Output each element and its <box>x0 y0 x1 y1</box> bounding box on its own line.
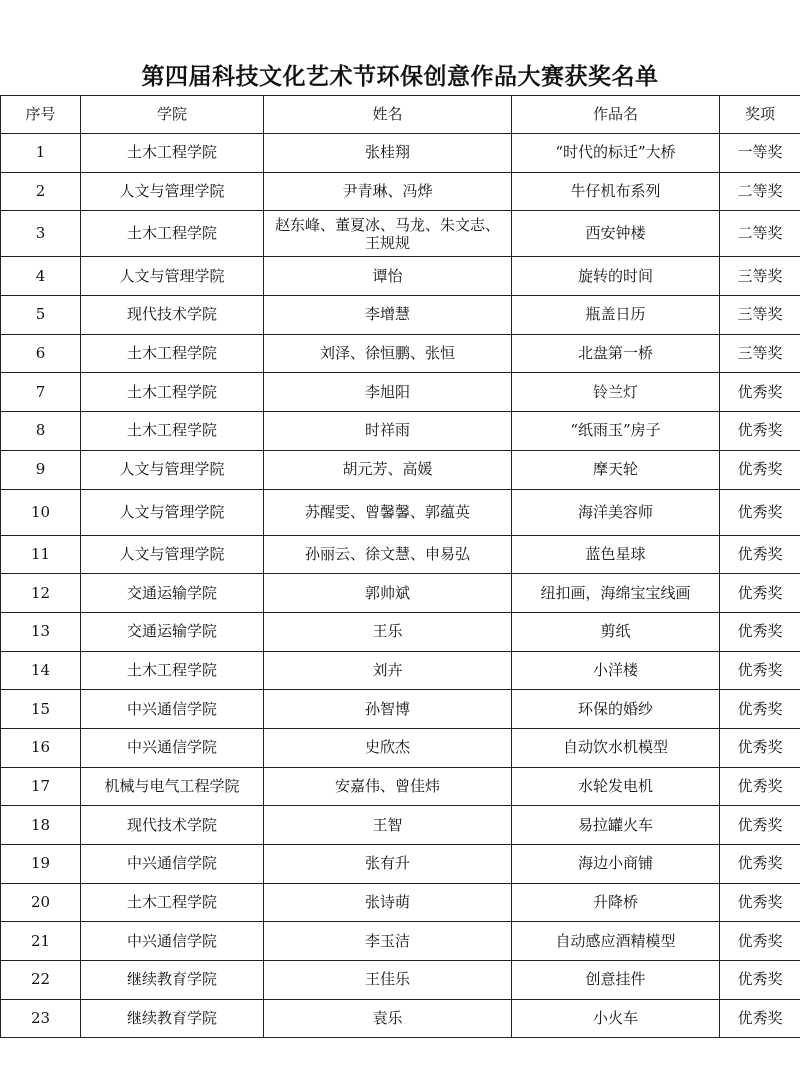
cell-no: 4 <box>1 257 81 296</box>
cell-no: 22 <box>1 961 81 1000</box>
cell-name: 李玉洁 <box>264 922 512 961</box>
cell-no: 3 <box>1 211 81 257</box>
cell-college: 继续教育学院 <box>81 999 264 1038</box>
cell-name: 刘泽、徐恒鹏、张恒 <box>264 334 512 373</box>
cell-work: 海边小商铺 <box>512 845 720 884</box>
cell-name: 安嘉伟、曾佳炜 <box>264 767 512 806</box>
table-row <box>1 172 800 211</box>
header-college: 学院 <box>81 96 264 134</box>
table-row <box>1 373 800 412</box>
cell-name: 张诗萌 <box>264 883 512 922</box>
cell-name: 赵东峰、董夏冰、马龙、朱文志、王规规 <box>264 211 512 257</box>
table-row <box>1 296 800 335</box>
cell-no: 11 <box>1 535 81 574</box>
cell-no: 8 <box>1 412 81 451</box>
table-row <box>1 728 800 767</box>
cell-college: 人文与管理学院 <box>81 489 264 535</box>
table-row <box>1 134 800 173</box>
cell-name: 胡元芳、高媛 <box>264 450 512 489</box>
cell-no: 20 <box>1 883 81 922</box>
table-row <box>1 806 800 845</box>
cell-no: 13 <box>1 612 81 651</box>
cell-work: 蓝色星球 <box>512 535 720 574</box>
cell-college: 机械与电气工程学院 <box>81 767 264 806</box>
table-row <box>1 211 800 257</box>
cell-college: 土木工程学院 <box>81 211 264 257</box>
cell-work: 小洋楼 <box>512 651 720 690</box>
header-no: 序号 <box>1 96 81 134</box>
cell-no: 2 <box>1 172 81 211</box>
cell-award: 优秀奖 <box>720 535 800 574</box>
cell-work: “时代的标迁”大桥 <box>512 134 720 173</box>
cell-award: 优秀奖 <box>720 883 800 922</box>
cell-name: 时祥雨 <box>264 412 512 451</box>
cell-work: “纸雨玉”房子 <box>512 412 720 451</box>
cell-award: 优秀奖 <box>720 574 800 613</box>
table-row <box>1 334 800 373</box>
cell-college: 人文与管理学院 <box>81 257 264 296</box>
cell-award: 优秀奖 <box>720 728 800 767</box>
cell-college: 中兴通信学院 <box>81 922 264 961</box>
header-work: 作品名 <box>512 96 720 134</box>
cell-award: 优秀奖 <box>720 612 800 651</box>
cell-no: 21 <box>1 922 81 961</box>
cell-college: 中兴通信学院 <box>81 728 264 767</box>
cell-work: 铃兰灯 <box>512 373 720 412</box>
cell-college: 交通运输学院 <box>81 574 264 613</box>
cell-work: 创意挂件 <box>512 961 720 1000</box>
cell-name: 王乐 <box>264 612 512 651</box>
cell-name: 张有升 <box>264 845 512 884</box>
cell-college: 土木工程学院 <box>81 373 264 412</box>
cell-no: 6 <box>1 334 81 373</box>
cell-no: 19 <box>1 845 81 884</box>
table-row <box>1 574 800 613</box>
table-row <box>1 845 800 884</box>
table-row <box>1 612 800 651</box>
page-title: 第四届科技文化艺术节环保创意作品大赛获奖名单 <box>141 64 659 90</box>
table-row <box>1 767 800 806</box>
cell-college: 现代技术学院 <box>81 806 264 845</box>
cell-name: 王智 <box>264 806 512 845</box>
cell-work: 西安钟楼 <box>512 211 720 257</box>
cell-award: 优秀奖 <box>720 450 800 489</box>
table-row <box>1 489 800 535</box>
cell-no: 16 <box>1 728 81 767</box>
cell-college: 中兴通信学院 <box>81 845 264 884</box>
header-name: 姓名 <box>264 96 512 134</box>
cell-work: 升降桥 <box>512 883 720 922</box>
cell-college: 土木工程学院 <box>81 334 264 373</box>
cell-college: 土木工程学院 <box>81 883 264 922</box>
cell-no: 18 <box>1 806 81 845</box>
cell-name: 尹青琳、冯烨 <box>264 172 512 211</box>
cell-college: 现代技术学院 <box>81 296 264 335</box>
cell-no: 9 <box>1 450 81 489</box>
cell-work: 小火车 <box>512 999 720 1038</box>
awards-table <box>0 95 800 1038</box>
cell-award: 优秀奖 <box>720 806 800 845</box>
table-row <box>1 690 800 729</box>
cell-no: 23 <box>1 999 81 1038</box>
table-row <box>1 450 800 489</box>
cell-work: 旋转的时间 <box>512 257 720 296</box>
cell-award: 三等奖 <box>720 257 800 296</box>
cell-award: 优秀奖 <box>720 373 800 412</box>
cell-no: 5 <box>1 296 81 335</box>
cell-name: 孙丽云、徐文慧、申易弘 <box>264 535 512 574</box>
cell-work: 剪纸 <box>512 612 720 651</box>
table-row <box>1 961 800 1000</box>
cell-college: 人文与管理学院 <box>81 450 264 489</box>
cell-award: 优秀奖 <box>720 412 800 451</box>
cell-name: 郭帅斌 <box>264 574 512 613</box>
table-row <box>1 535 800 574</box>
cell-award: 优秀奖 <box>720 845 800 884</box>
table-row <box>1 412 800 451</box>
cell-work: 自动感应酒精模型 <box>512 922 720 961</box>
cell-college: 人文与管理学院 <box>81 172 264 211</box>
cell-name: 史欣杰 <box>264 728 512 767</box>
cell-name: 袁乐 <box>264 999 512 1038</box>
cell-name: 李增慧 <box>264 296 512 335</box>
cell-award: 优秀奖 <box>720 922 800 961</box>
cell-college: 继续教育学院 <box>81 961 264 1000</box>
cell-award: 二等奖 <box>720 211 800 257</box>
cell-no: 10 <box>1 489 81 535</box>
cell-college: 中兴通信学院 <box>81 690 264 729</box>
cell-college: 土木工程学院 <box>81 134 264 173</box>
cell-no: 17 <box>1 767 81 806</box>
cell-name: 刘卉 <box>264 651 512 690</box>
table-row <box>1 257 800 296</box>
cell-work: 易拉罐火车 <box>512 806 720 845</box>
cell-college: 土木工程学院 <box>81 651 264 690</box>
cell-award: 优秀奖 <box>720 767 800 806</box>
cell-no: 1 <box>1 134 81 173</box>
cell-work: 纽扣画，海绵宝宝线画 <box>512 574 720 613</box>
cell-work: 海洋美容师 <box>512 489 720 535</box>
cell-award: 优秀奖 <box>720 690 800 729</box>
cell-college: 土木工程学院 <box>81 412 264 451</box>
table-header-row <box>1 96 800 134</box>
cell-award: 三等奖 <box>720 334 800 373</box>
cell-work: 环保的婚纱 <box>512 690 720 729</box>
table-row <box>1 999 800 1038</box>
cell-name: 王佳乐 <box>264 961 512 1000</box>
cell-college: 交通运输学院 <box>81 612 264 651</box>
cell-no: 15 <box>1 690 81 729</box>
cell-work: 牛仔机布系列 <box>512 172 720 211</box>
table-row <box>1 883 800 922</box>
cell-name: 孙智博 <box>264 690 512 729</box>
cell-award: 优秀奖 <box>720 961 800 1000</box>
cell-no: 12 <box>1 574 81 613</box>
header-award: 奖项 <box>720 96 800 134</box>
cell-award: 优秀奖 <box>720 999 800 1038</box>
cell-college: 人文与管理学院 <box>81 535 264 574</box>
cell-award: 二等奖 <box>720 172 800 211</box>
table-row <box>1 922 800 961</box>
cell-no: 7 <box>1 373 81 412</box>
table-row <box>1 651 800 690</box>
cell-award: 一等奖 <box>720 134 800 173</box>
cell-no: 14 <box>1 651 81 690</box>
cell-name: 苏醒雯、曾馨馨、郭蕴英 <box>264 489 512 535</box>
cell-award: 三等奖 <box>720 296 800 335</box>
cell-name: 谭怡 <box>264 257 512 296</box>
cell-name: 李旭阳 <box>264 373 512 412</box>
cell-work: 瓶盖日历 <box>512 296 720 335</box>
cell-award: 优秀奖 <box>720 489 800 535</box>
cell-work: 北盘第一桥 <box>512 334 720 373</box>
cell-work: 摩天轮 <box>512 450 720 489</box>
cell-work: 水轮发电机 <box>512 767 720 806</box>
cell-award: 优秀奖 <box>720 651 800 690</box>
cell-work: 自动饮水机模型 <box>512 728 720 767</box>
cell-name: 张桂翔 <box>264 134 512 173</box>
